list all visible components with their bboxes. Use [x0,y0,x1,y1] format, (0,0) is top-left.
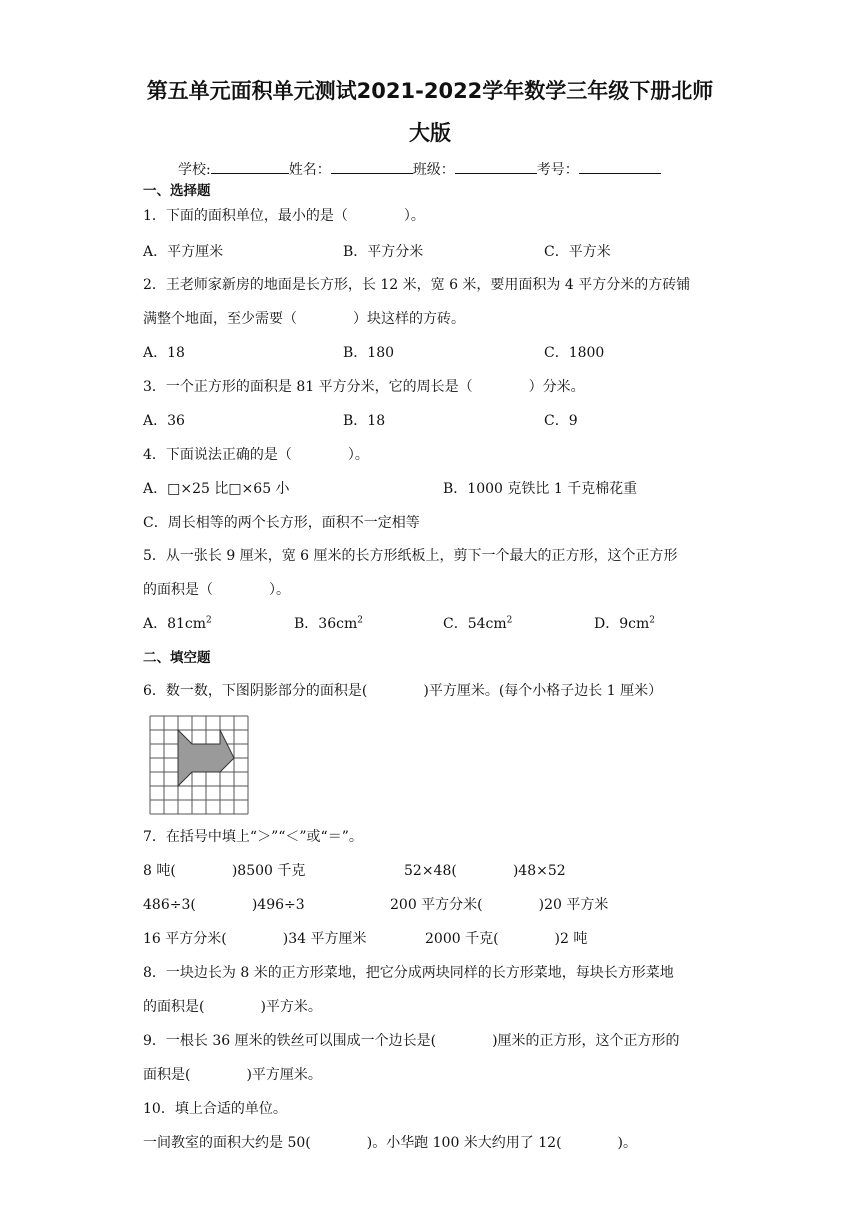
q5-stem-line1: 5．从一张长 9 厘米，宽 6 厘米的长方形纸板上，剪下一个最大的正方形，这个正方形 [143,548,678,564]
q3-option-c[interactable]: C．9 [544,413,578,429]
q2-stem-line2: 满整个地面，至少需要（ ）块这样的方砖。 [143,311,465,327]
q2-stem-line1: 2．王老师家新房的地面是长方形，长 12 米，宽 6 米，要用面积为 4 平方分米的方砖铺 [143,277,691,293]
school-field[interactable] [211,159,289,174]
q8-line1: 8．一块边长为 8 米的正方形菜地，把它分成两块同样的长方形菜地，每块长方形菜地 [143,965,674,981]
q7-item-5: 16 平方分米( )34 平方厘米 [143,931,367,947]
exam-no-label: 考号： [536,162,579,178]
title-line-1: 第五单元面积单元测试2021-2022学年数学三年级下册北师 [146,79,714,103]
q7-item-4: 200 平方分米( )20 平方米 [390,897,609,913]
q5-option-c[interactable]: C．$54cm^2$ [443,615,513,632]
school-label: 学校: [178,162,211,178]
q4-stem: 4．下面说法正确的是（ ）。 [143,447,369,463]
q7-item-3: 486÷3( )496÷3 [143,897,305,913]
q5-option-a[interactable]: A．$81cm^2$ [143,615,212,632]
exam-no-field[interactable] [579,159,661,174]
q9-line1: 9．一根长 36 厘米的铁丝可以围成一个边长是( )厘米的正方形，这个正方形的 [143,1033,680,1049]
name-field[interactable] [331,159,413,174]
q4-option-b[interactable]: B．1000 克铁比 1 千克棉花重 [443,481,638,497]
q4-option-a[interactable]: A．□×25 比□×65 小 [143,481,290,497]
section-choice-heading: 一、选择题 [143,183,211,199]
q3-option-b[interactable]: B．18 [343,413,386,429]
grid-figure [148,714,252,818]
q3-stem: 3．一个正方形的面积是 81 平方分米，它的周长是（ ）分米。 [143,379,585,395]
q1-option-a[interactable]: A．平方厘米 [143,244,224,260]
q2-option-b[interactable]: B．180 [343,345,395,361]
q4-option-c[interactable]: C．周长相等的两个长方形，面积不一定相等 [143,515,420,531]
q2-option-a[interactable]: A．18 [143,345,185,361]
student-info [178,159,661,179]
q5-stem-line2: 的面积是（ ）。 [143,582,290,598]
q1-option-b[interactable]: B．平方分米 [343,244,424,260]
q6-stem: 6．数一数，下图阴影部分的面积是( )平方厘米。(每个小格子边长 1 厘米） [143,683,663,699]
q9-line2: 面积是( )平方厘米。 [143,1067,322,1083]
class-field[interactable] [455,159,537,174]
q7-item-6: 2000 千克( )2 吨 [425,931,588,947]
q5-option-d[interactable]: D．$9cm^2$ [594,615,655,632]
class-label: 班级： [412,162,455,178]
q7-item-1: 8 吨( )8500 千克 [143,863,306,879]
q1-option-c[interactable]: C．平方米 [544,244,611,260]
q1-stem: 1．下面的面积单位，最小的是（ ）。 [143,208,425,224]
q2-option-c[interactable]: C．1800 [544,345,605,361]
q5-option-b[interactable]: B．$36cm^2$ [294,615,363,632]
q3-option-a[interactable]: A．36 [143,413,185,429]
q7-item-2: 52×48( )48×52 [404,863,566,879]
section-fill-heading: 二、填空题 [143,650,211,666]
title-line-2: 大版 [409,121,451,145]
q7-stem: 7．在括号中填上“＞”“＜”或“＝”。 [143,829,363,845]
name-label: 姓名： [288,162,331,178]
q10-stem: 10．填上合适的单位。 [143,1101,287,1117]
q8-line2: 的面积是( )平方米。 [143,999,322,1015]
q10-line1: 一间教室的面积大约是 50( )。小华跑 100 米大约用了 12( )。 [143,1135,637,1151]
